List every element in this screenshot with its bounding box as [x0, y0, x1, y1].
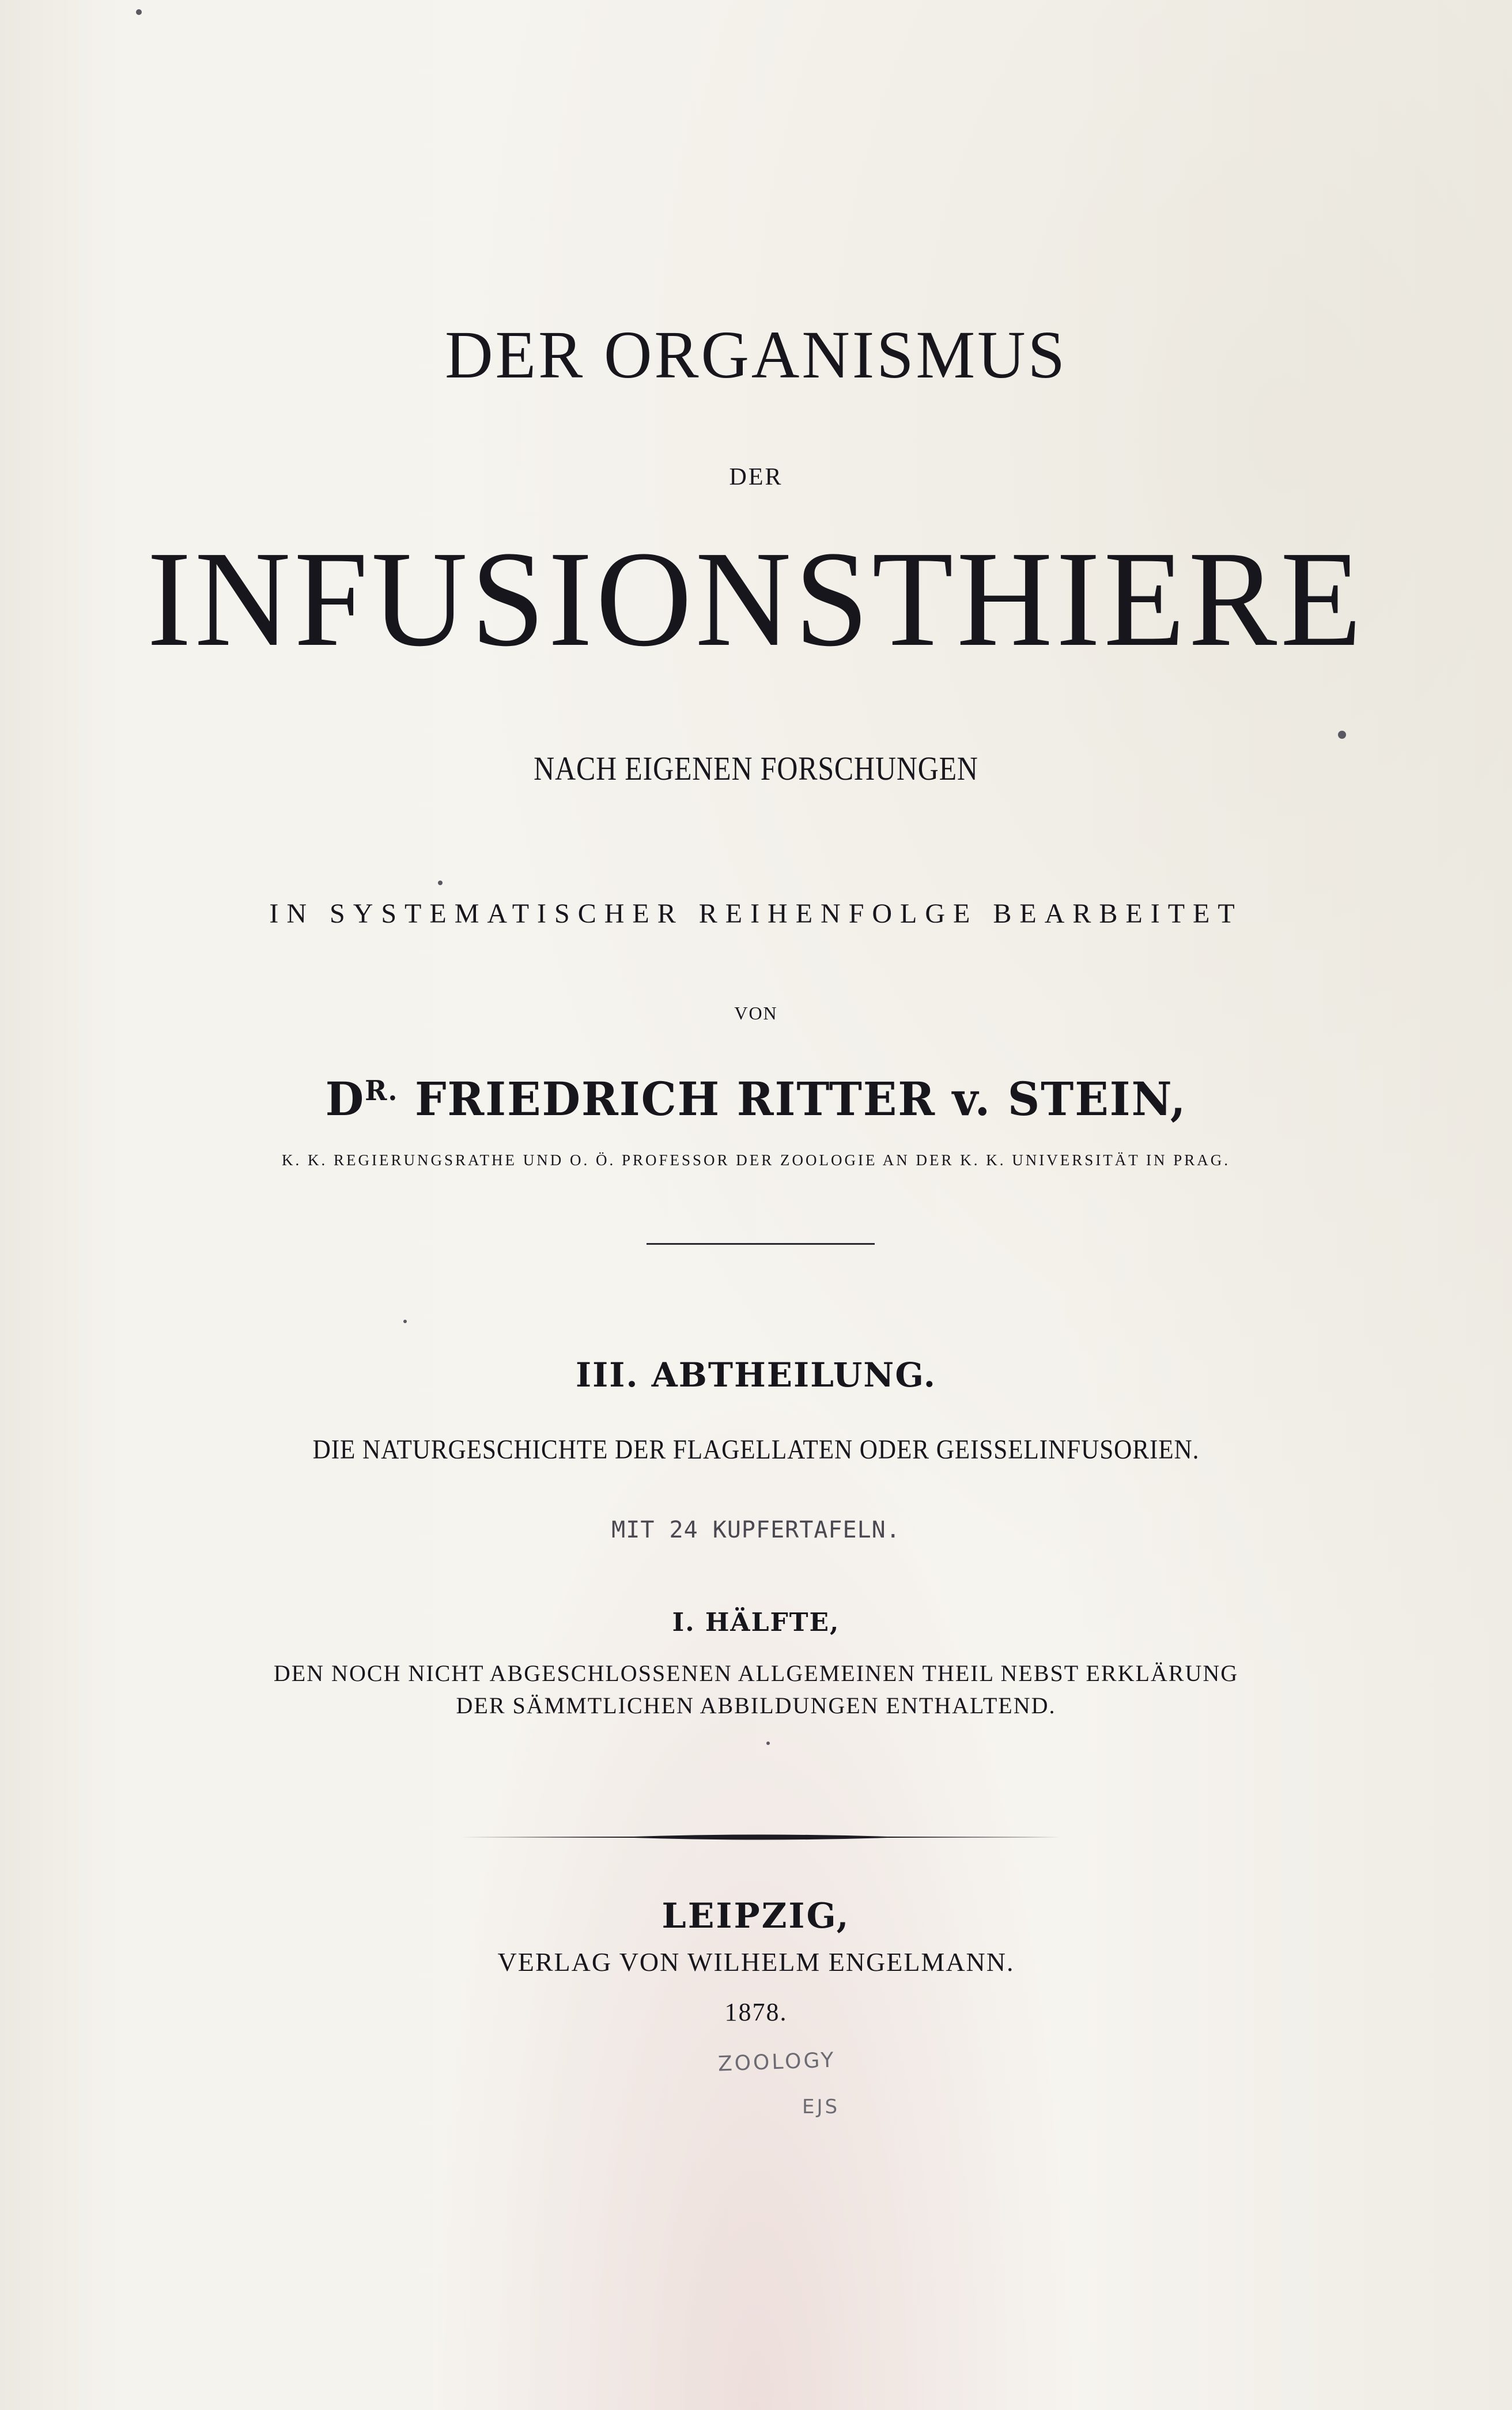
imprint-place: LEIPZIG, — [662, 1896, 850, 1936]
author-von: VON — [734, 1003, 778, 1023]
part-subject: DIE NATURGESCHICHTE DER FLAGELLATEN ODER GEISSELINFUSORIEN. — [312, 1434, 1200, 1465]
paper-speck — [766, 1742, 770, 1745]
handwritten-initials: EJS — [802, 2095, 840, 2118]
part-plates: MIT 24 KUPFERTAFELN. — [611, 1517, 901, 1543]
author-prefix: D — [325, 1072, 365, 1126]
half-heading: I. HÄLFTE, — [672, 1608, 840, 1637]
author-name-line — [30, 1072, 1481, 1126]
paper-speck — [136, 9, 142, 15]
imprint-year: 1878. — [724, 1998, 788, 2026]
half-description-line-2: DER SÄMMTLICHEN ABBILDUNGEN ENTHALTEND. — [456, 1693, 1056, 1718]
author-name: FRIEDRICH RITTER v. STEIN, — [414, 1072, 1187, 1126]
divider-rule — [647, 1243, 875, 1245]
imprint-publisher: VERLAG VON WILHELM ENGELMANN. — [497, 1947, 1015, 1977]
half-description-line-1: DEN NOCH NICHT ABGESCHLOSSENEN ALLGEMEINEN THEIL NEBST ERKLÄRUNG — [273, 1660, 1239, 1686]
subtitle-line-1: NACH EIGENEN FORSCHUNGEN — [534, 750, 978, 787]
subtitle-line-2: IN SYSTEMATISCHER REIHENFOLGE BEARBEITET — [269, 898, 1243, 929]
author-affiliation: K. K. REGIERUNGSRATHE UND O. Ö. PROFESSOR DER ZOOLOGIE AN DER K. K. UNIVERSITÄT IN PRAG. — [281, 1151, 1231, 1169]
paper-speck — [438, 881, 443, 885]
paper-speck — [1338, 731, 1346, 739]
part-heading: III. ABTHEILUNG. — [576, 1355, 936, 1395]
main-title: INFUSIONSTHIERE — [147, 523, 1365, 675]
title-line-1: DER ORGANISMUS — [445, 317, 1067, 392]
ornamental-swell-rule — [461, 1830, 1060, 1844]
title-line-2: DER — [729, 464, 783, 490]
author-prefix-sup: R. — [365, 1075, 399, 1107]
paper-speck — [403, 1320, 407, 1323]
handwritten-subject-note: ZOOLOGY — [717, 2048, 837, 2076]
